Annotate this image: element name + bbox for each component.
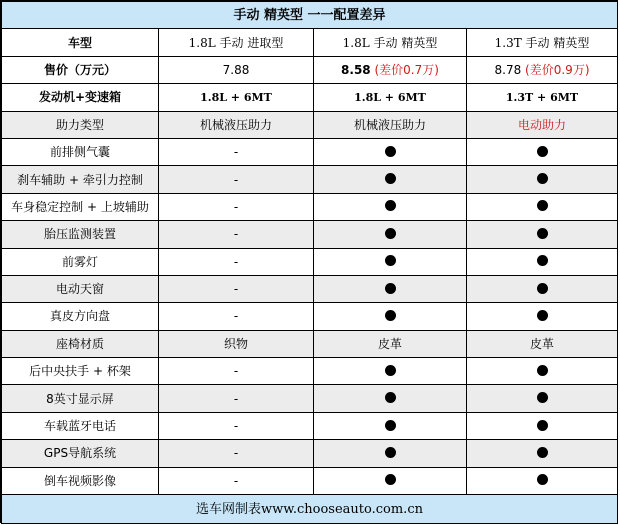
feature-label: 刹车辅助 + 牵引力控制 [2,166,159,193]
footer-prefix: 选车网制表 [196,501,262,517]
model-3-name: 1.3T 手动 精英型 [467,29,618,56]
footer-row [2,495,618,524]
engine-label: 发动机+变速箱 [2,84,159,111]
table-row [2,221,618,248]
feature-cell-model-3 [467,166,618,193]
feature-cell-model-3 [467,138,618,165]
feature-cell-model-2 [314,385,467,412]
standard-equipment-dot-icon [537,420,548,431]
standard-equipment-dot-icon [537,228,548,239]
power-steering-model-1: 机械液压助力 [159,111,314,138]
engine-model-2: 1.8L + 6MT [314,84,467,111]
feature-label: 电动天窗 [2,275,159,302]
footer-url: www.chooseauto.com.cn [261,501,423,517]
feature-cell-model-3 [467,221,618,248]
price-model-2-value: 8.58 [341,62,371,77]
feature-cell-model-2 [314,166,467,193]
price-model-3-value: 8.78 [494,62,522,77]
price-label: 售价（万元） [2,56,159,83]
power-steering-model-2: 机械液压助力 [314,111,467,138]
table-row [2,358,618,385]
feature-label: 后中央扶手 + 杯架 [2,358,159,385]
feature-cell-model-2: 皮革 [314,330,467,357]
table-title: 手动 精英型 一一配置差异 [2,2,618,29]
feature-label: 车身稳定控制 + 上坡辅助 [2,193,159,220]
standard-equipment-dot-icon [385,420,396,431]
table-row [2,330,618,357]
standard-equipment-dot-icon [385,392,396,403]
standard-equipment-dot-icon [385,255,396,266]
feature-cell-model-1: - [159,248,314,275]
feature-cell-model-2 [314,138,467,165]
table-row [2,138,618,165]
feature-cell-model-1: - [159,385,314,412]
standard-equipment-dot-icon [537,365,548,376]
standard-equipment-dot-icon [537,173,548,184]
table-row [2,275,618,302]
standard-equipment-dot-icon [537,392,548,403]
feature-cell-model-1: 织物 [159,330,314,357]
feature-label: 真皮方向盘 [2,303,159,330]
feature-cell-model-3 [467,467,618,494]
table-row [2,248,618,275]
table-row [2,412,618,439]
standard-equipment-dot-icon [385,283,396,294]
feature-cell-model-2 [314,467,467,494]
standard-equipment-dot-icon [537,447,548,458]
feature-cell-model-3 [467,193,618,220]
feature-cell-model-2 [314,358,467,385]
model-1-name: 1.8L 手动 进取型 [159,29,314,56]
standard-equipment-dot-icon [385,200,396,211]
feature-cell-model-2 [314,440,467,467]
feature-cell-model-3 [467,248,618,275]
standard-equipment-dot-icon [385,365,396,376]
engine-row [2,84,618,111]
feature-cell-model-2 [314,412,467,439]
feature-cell-model-1: - [159,358,314,385]
table-row [2,385,618,412]
feature-cell-model-3 [467,440,618,467]
feature-label: 车载蓝牙电话 [2,412,159,439]
feature-cell-model-2 [314,303,467,330]
feature-label: 胎压监测装置 [2,221,159,248]
feature-cell-model-1: - [159,412,314,439]
feature-cell-model-1: - [159,467,314,494]
feature-label: 前排侧气囊 [2,138,159,165]
standard-equipment-dot-icon [537,146,548,157]
feature-cell-model-1: - [159,440,314,467]
price-model-1: 7.88 [159,56,314,83]
feature-cell-model-3: 皮革 [467,330,618,357]
standard-equipment-dot-icon [537,200,548,211]
standard-equipment-dot-icon [385,474,396,485]
feature-cell-model-2 [314,248,467,275]
price-model-3-diff: (差价0.9万) [525,62,590,77]
standard-equipment-dot-icon [537,310,548,321]
feature-cell-model-1: - [159,275,314,302]
table-row [2,166,618,193]
table-row [2,440,618,467]
feature-label: 8英寸显示屏 [2,385,159,412]
standard-equipment-dot-icon [537,474,548,485]
table-row [2,467,618,494]
standard-equipment-dot-icon [385,173,396,184]
feature-cell-model-1: - [159,166,314,193]
feature-label: GPS导航系统 [2,440,159,467]
feature-cell-model-1: - [159,193,314,220]
price-model-2 [314,56,467,83]
header-label: 车型 [2,29,159,56]
feature-cell-model-1: - [159,138,314,165]
feature-cell-model-3 [467,385,618,412]
engine-model-1: 1.8L + 6MT [159,84,314,111]
power-steering-row [2,111,618,138]
header-row [2,29,618,56]
feature-label: 座椅材质 [2,330,159,357]
feature-cell-model-3 [467,412,618,439]
standard-equipment-dot-icon [385,447,396,458]
standard-equipment-dot-icon [537,283,548,294]
power-steering-model-3: 电动助力 [467,111,618,138]
price-model-2-diff: (差价0.7万) [374,62,439,77]
feature-cell-model-3 [467,303,618,330]
table-row [2,193,618,220]
comparison-table [1,1,618,524]
title-row [2,2,618,29]
feature-cell-model-3 [467,275,618,302]
feature-cell-model-2 [314,193,467,220]
footer-credit [2,495,618,524]
standard-equipment-dot-icon [385,228,396,239]
model-2-name: 1.8L 手动 精英型 [314,29,467,56]
standard-equipment-dot-icon [385,146,396,157]
standard-equipment-dot-icon [537,255,548,266]
power-steering-label: 助力类型 [2,111,159,138]
feature-cell-model-2 [314,275,467,302]
feature-cell-model-3 [467,358,618,385]
engine-model-3: 1.3T + 6MT [467,84,618,111]
standard-equipment-dot-icon [385,310,396,321]
feature-cell-model-2 [314,221,467,248]
price-row [2,56,618,83]
feature-label: 前雾灯 [2,248,159,275]
price-model-3 [467,56,618,83]
feature-label: 倒车视频影像 [2,467,159,494]
feature-cell-model-1: - [159,221,314,248]
feature-cell-model-1: - [159,303,314,330]
table-row [2,303,618,330]
